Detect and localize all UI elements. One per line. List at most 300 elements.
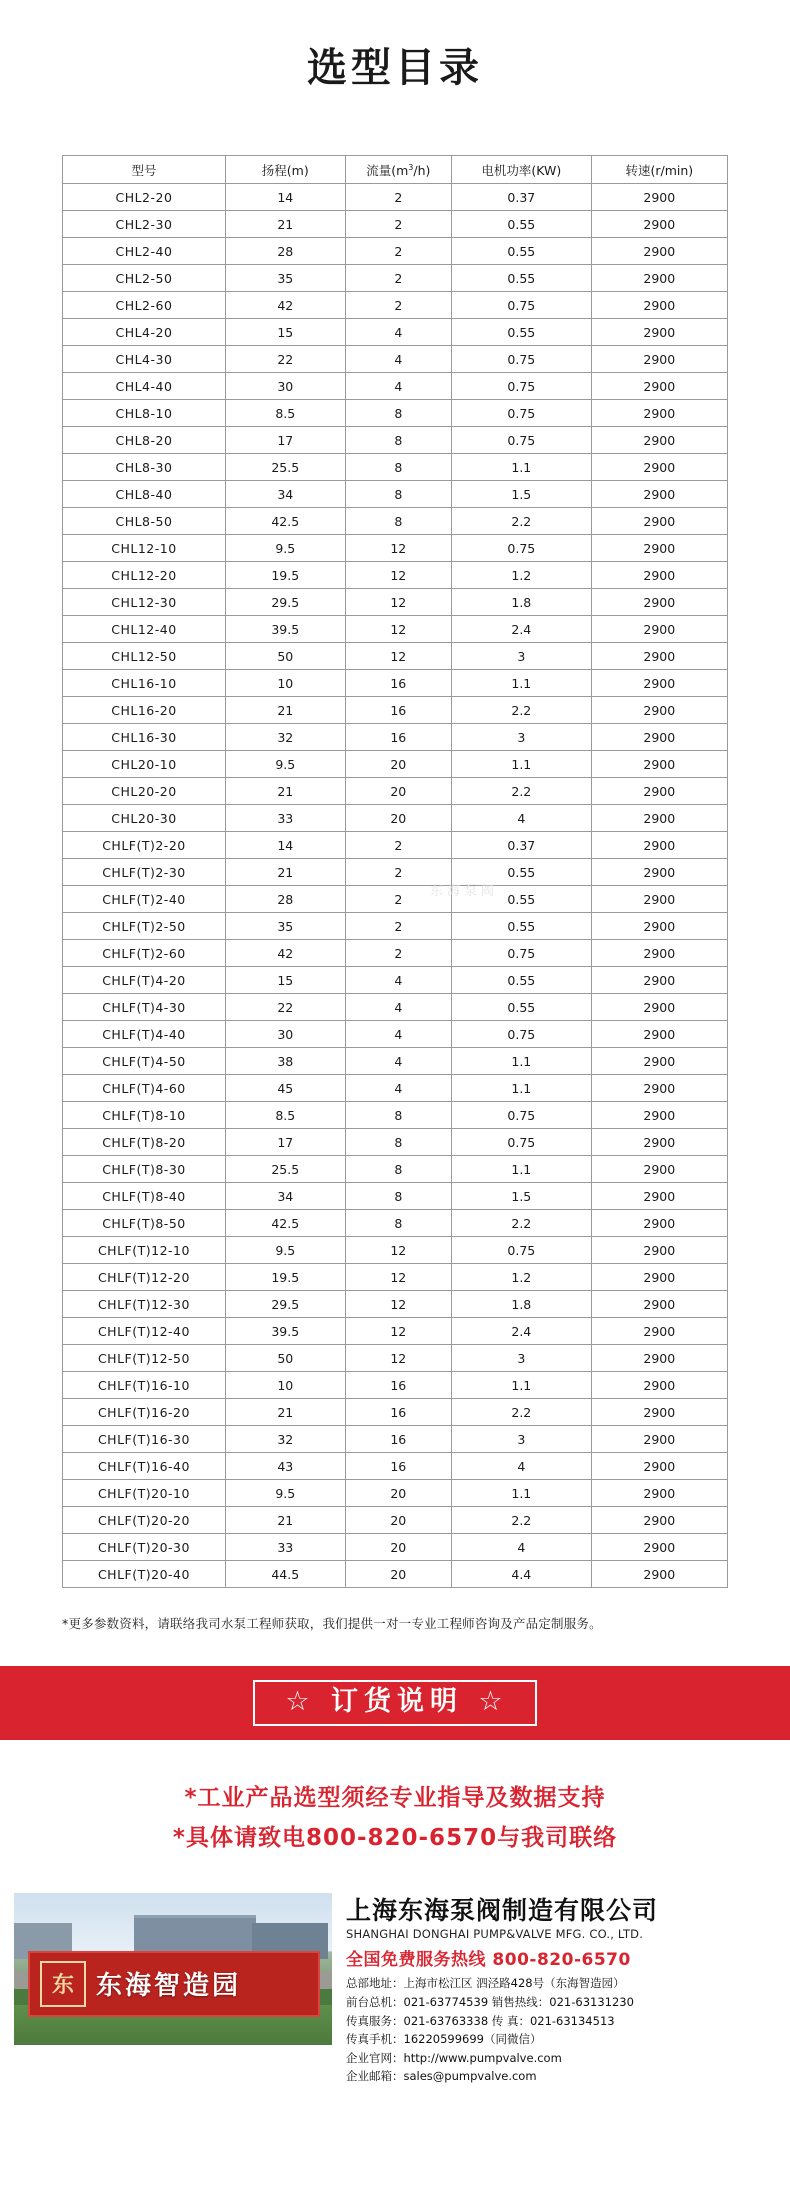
table-row [63, 1480, 728, 1507]
cell-head: 34 [225, 1183, 345, 1210]
cell-head: 17 [225, 427, 345, 454]
cell-speed: 2900 [591, 616, 727, 643]
cell-speed: 2900 [591, 427, 727, 454]
cell-power: 4 [452, 805, 592, 832]
cell-head: 21 [225, 859, 345, 886]
cell-head: 9.5 [225, 1480, 345, 1507]
table-row [63, 211, 728, 238]
cell-model: CHL20-10 [63, 751, 226, 778]
cell-flow: 2 [345, 913, 451, 940]
cell-power: 2.4 [452, 1318, 592, 1345]
cell-head: 29.5 [225, 1291, 345, 1318]
cell-head: 19.5 [225, 1264, 345, 1291]
cell-model: CHL2-30 [63, 211, 226, 238]
cell-speed: 2900 [591, 859, 727, 886]
cell-model: CHLF(T)20-10 [63, 1480, 226, 1507]
cell-flow: 12 [345, 562, 451, 589]
table-row [63, 1345, 728, 1372]
cell-model: CHL12-20 [63, 562, 226, 589]
cell-speed: 2900 [591, 1534, 727, 1561]
cell-power: 2.2 [452, 1507, 592, 1534]
cell-head: 9.5 [225, 1237, 345, 1264]
cell-model: CHL2-20 [63, 184, 226, 211]
cell-power: 0.55 [452, 319, 592, 346]
table-row [63, 1291, 728, 1318]
table-row [63, 859, 728, 886]
table-row [63, 427, 728, 454]
cell-speed: 2900 [591, 1156, 727, 1183]
cell-power: 0.37 [452, 184, 592, 211]
cell-speed: 2900 [591, 1453, 727, 1480]
table-row [63, 1534, 728, 1561]
cell-head: 32 [225, 724, 345, 751]
cell-speed: 2900 [591, 778, 727, 805]
table-row [63, 1075, 728, 1102]
cell-speed: 2900 [591, 292, 727, 319]
table-row [63, 589, 728, 616]
cell-speed: 2900 [591, 1507, 727, 1534]
cell-head: 21 [225, 697, 345, 724]
cell-speed: 2900 [591, 400, 727, 427]
cell-model: CHL16-30 [63, 724, 226, 751]
table-row [63, 1210, 728, 1237]
cell-flow: 2 [345, 265, 451, 292]
cell-model: CHLF(T)4-50 [63, 1048, 226, 1075]
cell-head: 10 [225, 670, 345, 697]
table-row [63, 1021, 728, 1048]
cell-head: 22 [225, 346, 345, 373]
cell-head: 15 [225, 967, 345, 994]
cell-power: 1.5 [452, 481, 592, 508]
cell-model: CHLF(T)16-10 [63, 1372, 226, 1399]
watermark: 东海泵阀 [430, 884, 499, 899]
table-row [63, 400, 728, 427]
cell-power: 3 [452, 1345, 592, 1372]
cell-power: 0.37 [452, 832, 592, 859]
cell-flow: 16 [345, 1399, 451, 1426]
cell-power: 1.1 [452, 670, 592, 697]
cell-power: 2.2 [452, 697, 592, 724]
cell-model: CHL12-10 [63, 535, 226, 562]
cell-flow: 4 [345, 1048, 451, 1075]
cell-speed: 2900 [591, 373, 727, 400]
cell-power: 0.55 [452, 211, 592, 238]
claim-line-2: *具体请致电800-820-6570与我司联络 [172, 1825, 618, 1852]
table-row [63, 562, 728, 589]
cell-speed: 2900 [591, 724, 727, 751]
cell-model: CHL2-60 [63, 292, 226, 319]
cell-power: 2.2 [452, 508, 592, 535]
cell-model: CHLF(T)16-20 [63, 1399, 226, 1426]
column-header-flow: 流量$(m^3/h)$ [345, 156, 451, 184]
cell-flow: 16 [345, 697, 451, 724]
cell-model: CHLF(T)2-30 [63, 859, 226, 886]
cell-power: 1.1 [452, 1075, 592, 1102]
cell-power: 0.75 [452, 1102, 592, 1129]
cell-model: CHLF(T)2-40 [63, 886, 226, 913]
cell-power: 0.75 [452, 427, 592, 454]
cell-head: 38 [225, 1048, 345, 1075]
table-row [63, 724, 728, 751]
cell-model: CHL4-20 [63, 319, 226, 346]
cell-power: 0.55 [452, 859, 592, 886]
table-row [63, 832, 728, 859]
cell-power: 0.55 [452, 913, 592, 940]
cell-speed: 2900 [591, 967, 727, 994]
cell-head: 39.5 [225, 1318, 345, 1345]
cell-flow: 2 [345, 859, 451, 886]
cell-model: CHLF(T)8-10 [63, 1102, 226, 1129]
cell-model: CHLF(T)4-60 [63, 1075, 226, 1102]
cell-model: CHLF(T)2-60 [63, 940, 226, 967]
cell-speed: 2900 [591, 832, 727, 859]
table-row [63, 886, 728, 913]
cell-flow: 12 [345, 643, 451, 670]
page-title-wrap [0, 0, 790, 103]
contact-line-fax: 传真服务：021-63763338 传 真：021-63134513 [346, 2013, 615, 2028]
cell-head: 29.5 [225, 589, 345, 616]
cell-head: 44.5 [225, 1561, 345, 1588]
cell-flow: 12 [345, 1318, 451, 1345]
cell-model: CHLF(T)12-20 [63, 1264, 226, 1291]
cell-speed: 2900 [591, 481, 727, 508]
table-row [63, 805, 728, 832]
table-row [63, 1237, 728, 1264]
table-row [63, 670, 728, 697]
cell-flow: 2 [345, 211, 451, 238]
table-row [63, 508, 728, 535]
table-row [63, 1453, 728, 1480]
cell-flow: 12 [345, 1291, 451, 1318]
cell-power: 4 [452, 1534, 592, 1561]
cell-head: 21 [225, 211, 345, 238]
contact-line-address: 总部地址：上海市松江区 泗泾路428号（东海智造园） [346, 1976, 625, 1991]
table-header-row [63, 156, 728, 184]
order-notice-banner [0, 1666, 790, 1740]
page-title: 选型目录 [307, 45, 483, 91]
table-row [63, 481, 728, 508]
cell-head: 35 [225, 913, 345, 940]
cell-power: 0.75 [452, 292, 592, 319]
cell-flow: 2 [345, 292, 451, 319]
cell-model: CHL8-30 [63, 454, 226, 481]
cell-power: 0.75 [452, 1237, 592, 1264]
cell-power: 0.55 [452, 265, 592, 292]
hotline: 全国免费服务热线 800-820-6570 [346, 1950, 631, 1971]
cell-head: 8.5 [225, 400, 345, 427]
cell-flow: 20 [345, 1534, 451, 1561]
table-row [63, 1183, 728, 1210]
cell-head: 35 [225, 265, 345, 292]
cell-speed: 2900 [591, 940, 727, 967]
table-row [63, 994, 728, 1021]
table-row [63, 1048, 728, 1075]
table-row [63, 292, 728, 319]
cell-speed: 2900 [591, 535, 727, 562]
spec-table-body [63, 184, 728, 1588]
cell-head: 22 [225, 994, 345, 1021]
cell-speed: 2900 [591, 1291, 727, 1318]
cell-head: 32 [225, 1426, 345, 1453]
cell-power: 1.1 [452, 1372, 592, 1399]
cell-speed: 2900 [591, 1075, 727, 1102]
cell-power: 1.2 [452, 1264, 592, 1291]
cell-flow: 8 [345, 400, 451, 427]
table-row [63, 643, 728, 670]
cell-flow: 16 [345, 1372, 451, 1399]
cell-model: CHL4-40 [63, 373, 226, 400]
cell-flow: 12 [345, 535, 451, 562]
table-row [63, 1318, 728, 1345]
cell-flow: 4 [345, 1021, 451, 1048]
cell-flow: 20 [345, 751, 451, 778]
company-name-en: SHANGHAI DONGHAI PUMP&VALVE MFG. CO., LTD. [346, 1927, 644, 1942]
cell-head: 21 [225, 778, 345, 805]
cell-power: 0.55 [452, 994, 592, 1021]
cell-head: 33 [225, 1534, 345, 1561]
cell-model: CHLF(T)4-20 [63, 967, 226, 994]
cell-speed: 2900 [591, 238, 727, 265]
cell-model: CHL12-50 [63, 643, 226, 670]
cell-head: 50 [225, 643, 345, 670]
cell-head: 21 [225, 1507, 345, 1534]
cell-head: 42 [225, 292, 345, 319]
cell-head: 15 [225, 319, 345, 346]
cell-flow: 20 [345, 1480, 451, 1507]
cell-flow: 12 [345, 1345, 451, 1372]
cell-head: 8.5 [225, 1102, 345, 1129]
cell-power: 1.1 [452, 751, 592, 778]
cell-flow: 20 [345, 805, 451, 832]
cell-model: CHL8-10 [63, 400, 226, 427]
cell-speed: 2900 [591, 751, 727, 778]
cell-model: CHLF(T)8-40 [63, 1183, 226, 1210]
cell-power: 0.75 [452, 1021, 592, 1048]
cell-power: 2.4 [452, 616, 592, 643]
cell-flow: 2 [345, 832, 451, 859]
cell-flow: 16 [345, 1453, 451, 1480]
cell-power: 3 [452, 643, 592, 670]
cell-speed: 2900 [591, 1399, 727, 1426]
cell-flow: 2 [345, 886, 451, 913]
cell-power: 0.75 [452, 373, 592, 400]
cell-model: CHL16-10 [63, 670, 226, 697]
column-header-power: 电机功率(KW) [452, 156, 592, 184]
cell-model: CHL20-20 [63, 778, 226, 805]
cell-head: 42.5 [225, 1210, 345, 1237]
cell-speed: 2900 [591, 265, 727, 292]
table-row [63, 1102, 728, 1129]
cell-model: CHL12-40 [63, 616, 226, 643]
table-row [63, 373, 728, 400]
cell-speed: 2900 [591, 1345, 727, 1372]
cell-speed: 2900 [591, 184, 727, 211]
cell-flow: 2 [345, 238, 451, 265]
cell-speed: 2900 [591, 1561, 727, 1588]
cell-head: 19.5 [225, 562, 345, 589]
cell-model: CHL8-40 [63, 481, 226, 508]
cell-model: CHLF(T)4-30 [63, 994, 226, 1021]
table-row [63, 1372, 728, 1399]
cell-model: CHLF(T)2-20 [63, 832, 226, 859]
table-row [63, 238, 728, 265]
cell-head: 28 [225, 238, 345, 265]
spec-table-wrap [0, 103, 790, 1588]
cell-speed: 2900 [591, 886, 727, 913]
cell-flow: 4 [345, 967, 451, 994]
cell-model: CHLF(T)16-40 [63, 1453, 226, 1480]
cell-flow: 16 [345, 670, 451, 697]
cell-model: CHLF(T)12-40 [63, 1318, 226, 1345]
cell-power: 0.55 [452, 967, 592, 994]
cell-flow: 20 [345, 1561, 451, 1588]
cell-power: 2.2 [452, 1399, 592, 1426]
photo-sign-text: 东海智造园 [96, 1971, 242, 2001]
cell-power: 0.75 [452, 1129, 592, 1156]
cell-model: CHL2-50 [63, 265, 226, 292]
cell-model: CHL20-30 [63, 805, 226, 832]
cell-head: 30 [225, 373, 345, 400]
cell-flow: 12 [345, 616, 451, 643]
cell-power: 0.75 [452, 940, 592, 967]
footer-info [346, 1893, 790, 2087]
cell-speed: 2900 [591, 1237, 727, 1264]
cell-head: 9.5 [225, 535, 345, 562]
cell-head: 30 [225, 1021, 345, 1048]
column-header-model: 型号 [63, 156, 226, 184]
cell-power: 1.1 [452, 1480, 592, 1507]
cell-head: 33 [225, 805, 345, 832]
cell-speed: 2900 [591, 1372, 727, 1399]
spec-table-head [63, 156, 728, 184]
table-row [63, 1426, 728, 1453]
factory-photo [14, 1893, 332, 2045]
cell-power: 0.55 [452, 886, 592, 913]
cell-speed: 2900 [591, 1426, 727, 1453]
contact-lines [346, 1974, 778, 2086]
cell-head: 39.5 [225, 616, 345, 643]
cell-power: 1.1 [452, 454, 592, 481]
cell-speed: 2900 [591, 697, 727, 724]
cell-head: 42 [225, 940, 345, 967]
cell-model: CHLF(T)8-50 [63, 1210, 226, 1237]
cell-head: 42.5 [225, 508, 345, 535]
cell-head: 25.5 [225, 454, 345, 481]
footer [0, 1893, 790, 2099]
cell-model: CHLF(T)2-50 [63, 913, 226, 940]
photo-signboard [28, 1951, 320, 2017]
claim-line-1: *工业产品选型须经专业指导及数据支持 [184, 1785, 606, 1811]
cell-flow: 4 [345, 373, 451, 400]
cell-speed: 2900 [591, 562, 727, 589]
cell-flow: 12 [345, 1264, 451, 1291]
cell-power: 0.75 [452, 346, 592, 373]
cell-head: 21 [225, 1399, 345, 1426]
cell-flow: 8 [345, 1210, 451, 1237]
cell-head: 10 [225, 1372, 345, 1399]
cell-model: CHL12-30 [63, 589, 226, 616]
contact-line-email: 企业邮箱：sales@pumpvalve.com [346, 2069, 537, 2084]
cell-head: 34 [225, 481, 345, 508]
cell-model: CHLF(T)20-30 [63, 1534, 226, 1561]
contact-line-website: 企业官网：http://www.pumpvalve.com [346, 2050, 562, 2065]
cell-model: CHL16-20 [63, 697, 226, 724]
column-header-speed: 转速(r/min) [591, 156, 727, 184]
contact-line-mobile: 传真手机：16220599699（同微信） [346, 2032, 542, 2047]
cell-power: 2.2 [452, 1210, 592, 1237]
cell-flow: 8 [345, 1102, 451, 1129]
cell-power: 1.8 [452, 1291, 592, 1318]
spec-table [62, 155, 728, 1588]
table-row [63, 346, 728, 373]
cell-head: 43 [225, 1453, 345, 1480]
cell-power: 1.8 [452, 589, 592, 616]
cell-speed: 2900 [591, 1102, 727, 1129]
table-row [63, 535, 728, 562]
cell-speed: 2900 [591, 805, 727, 832]
table-row [63, 1399, 728, 1426]
cell-power: 0.75 [452, 400, 592, 427]
cell-head: 17 [225, 1129, 345, 1156]
cell-model: CHL8-50 [63, 508, 226, 535]
cell-model: CHLF(T)16-30 [63, 1426, 226, 1453]
cell-speed: 2900 [591, 211, 727, 238]
order-notice-title: ☆ 订货说明 ☆ [253, 1680, 536, 1726]
cell-head: 28 [225, 886, 345, 913]
cell-speed: 2900 [591, 1129, 727, 1156]
cell-head: 45 [225, 1075, 345, 1102]
cell-flow: 2 [345, 184, 451, 211]
cell-flow: 8 [345, 427, 451, 454]
cell-speed: 2900 [591, 454, 727, 481]
table-row [63, 913, 728, 940]
cell-flow: 16 [345, 724, 451, 751]
table-row [63, 265, 728, 292]
claims-block [0, 1740, 790, 1893]
cell-model: CHLF(T)8-30 [63, 1156, 226, 1183]
cell-model: CHLF(T)12-50 [63, 1345, 226, 1372]
cell-flow: 12 [345, 1237, 451, 1264]
company-logo-icon: 东 [40, 1961, 86, 2007]
table-row [63, 454, 728, 481]
note-text: *更多参数资料，请联络我司水泵工程师获取，我们提供一对一专业工程师咨询及产品定制服务。 [62, 1616, 602, 1631]
cell-power: 1.1 [452, 1156, 592, 1183]
table-row [63, 967, 728, 994]
table-row [63, 1129, 728, 1156]
contact-line-phone: 前台总机：021-63774539 销售热线：021-63131230 [346, 1994, 634, 2009]
cell-flow: 20 [345, 778, 451, 805]
cell-power: 2.2 [452, 778, 592, 805]
cell-flow: 16 [345, 1426, 451, 1453]
cell-model: CHLF(T)8-20 [63, 1129, 226, 1156]
cell-speed: 2900 [591, 346, 727, 373]
table-row [63, 940, 728, 967]
cell-speed: 2900 [591, 1048, 727, 1075]
table-row [63, 1264, 728, 1291]
cell-speed: 2900 [591, 1183, 727, 1210]
table-row [63, 616, 728, 643]
cell-speed: 2900 [591, 589, 727, 616]
cell-head: 9.5 [225, 751, 345, 778]
cell-flow: 20 [345, 1507, 451, 1534]
cell-flow: 12 [345, 589, 451, 616]
cell-power: 1.1 [452, 1048, 592, 1075]
table-row [63, 778, 728, 805]
cell-model: CHLF(T)20-20 [63, 1507, 226, 1534]
cell-model: CHLF(T)12-10 [63, 1237, 226, 1264]
cell-speed: 2900 [591, 643, 727, 670]
cell-model: CHL4-30 [63, 346, 226, 373]
